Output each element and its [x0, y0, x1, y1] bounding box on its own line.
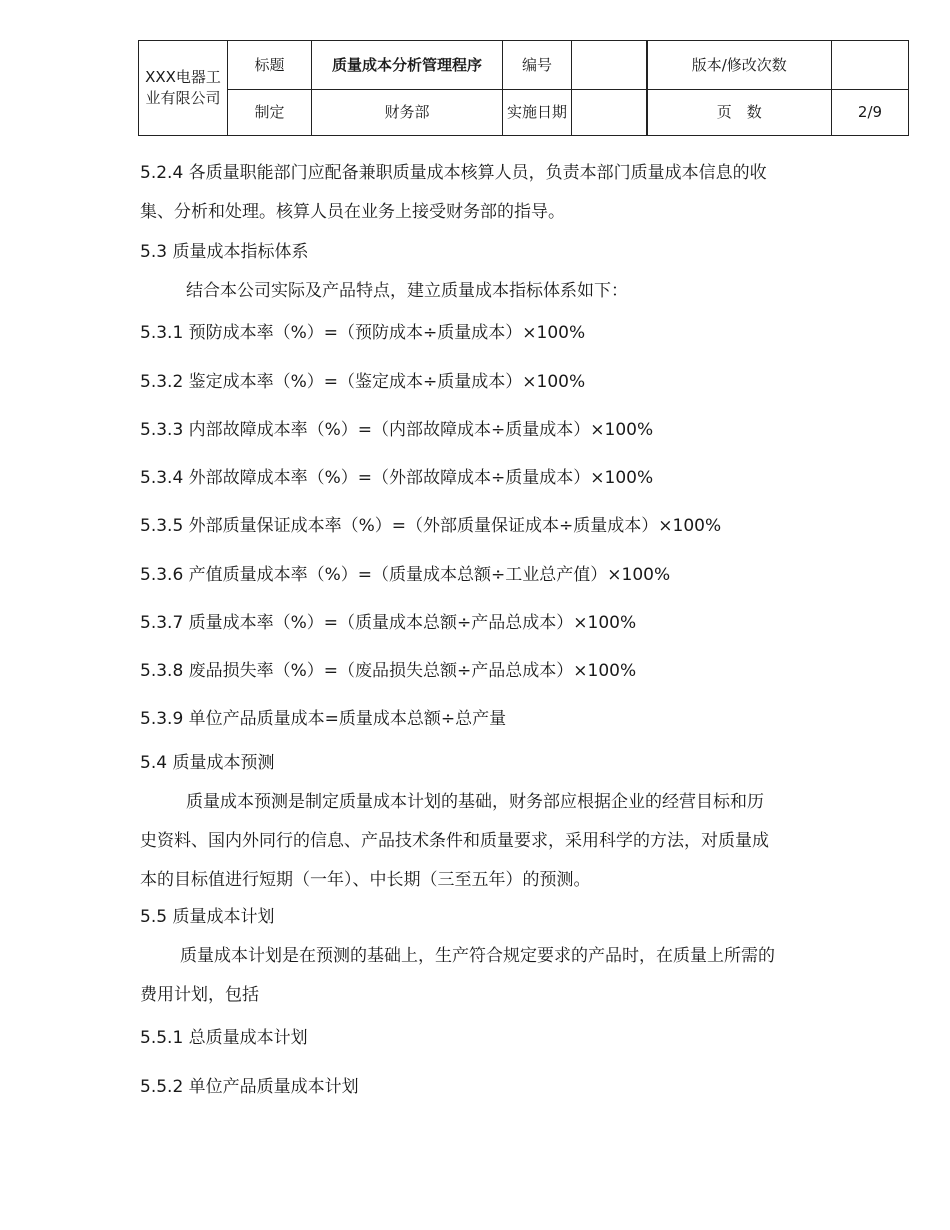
title-label: 标题 [228, 41, 312, 90]
document-header-table [138, 40, 909, 136]
formula-item: 5.3.1 预防成本率（%）=（预防成本÷质量成本）×100% [140, 323, 586, 343]
version-value [832, 41, 909, 90]
version-label: 版本/修改次数 [647, 41, 832, 90]
paragraph-line: 结合本公司实际及产品特点，建立质量成本指标体系如下： [186, 281, 628, 301]
paragraph-line: 费用计划，包括 [140, 985, 259, 1005]
impl-date-value [572, 90, 647, 136]
formula-item: 5.3.7 质量成本率（%）=（质量成本总额÷产品总成本）×100% [140, 613, 637, 633]
made-label: 制定 [228, 90, 312, 136]
paragraph-line: 质量成本预测是制定质量成本计划的基础，财务部应根据企业的经营目标和历 [186, 792, 764, 812]
company-name: XXX电器工业有限公司 [139, 41, 228, 136]
list-item: 5.5.1 总质量成本计划 [140, 1028, 308, 1048]
formula-item: 5.3.8 废品损失率（%）=（废品损失总额÷产品总成本）×100% [140, 661, 637, 681]
code-value [572, 41, 647, 90]
pages-label: 页 数 [647, 90, 832, 136]
formula-item: 5.3.4 外部故障成本率（%）=（外部故障成本÷质量成本）×100% [140, 468, 654, 488]
formula-item: 5.3.2 鉴定成本率（%）=（鉴定成本÷质量成本）×100% [140, 372, 586, 392]
code-label: 编号 [503, 41, 572, 90]
formula-item: 5.3.9 单位产品质量成本=质量成本总额÷总产量 [140, 709, 507, 729]
paragraph-line: 本的目标值进行短期（一年）、中长期（三至五年）的预测。 [140, 870, 591, 890]
formula-item: 5.3.6 产值质量成本率（%）=（质量成本总额÷工业总产值）×100% [140, 565, 671, 585]
paragraph-line: 集、分析和处理。核算人员在业务上接受财务部的指导。 [140, 202, 565, 222]
made-value: 财务部 [312, 90, 503, 136]
formula-item: 5.3.5 外部质量保证成本率（%）=（外部质量保证成本÷质量成本）×100% [140, 516, 722, 536]
section-heading: 5.4 质量成本预测 [140, 753, 275, 773]
formula-item: 5.3.3 内部故障成本率（%）=（内部故障成本÷质量成本）×100% [140, 420, 654, 440]
paragraph-line: 5.2.4 各质量职能部门应配备兼职质量成本核算人员，负责本部门质量成本信息的收 [140, 163, 767, 183]
list-item: 5.5.2 单位产品质量成本计划 [140, 1077, 359, 1097]
pages-value: 2/9 [832, 90, 909, 136]
impl-date-label: 实施日期 [503, 90, 572, 136]
paragraph-line: 质量成本计划是在预测的基础上，生产符合规定要求的产品时，在质量上所需的 [180, 946, 775, 966]
document-title: 质量成本分析管理程序 [312, 41, 503, 90]
section-heading: 5.5 质量成本计划 [140, 907, 275, 927]
paragraph-line: 史资料、国内外同行的信息、产品技术条件和质量要求，采用科学的方法，对质量成 [140, 831, 769, 851]
section-heading: 5.3 质量成本指标体系 [140, 242, 309, 262]
